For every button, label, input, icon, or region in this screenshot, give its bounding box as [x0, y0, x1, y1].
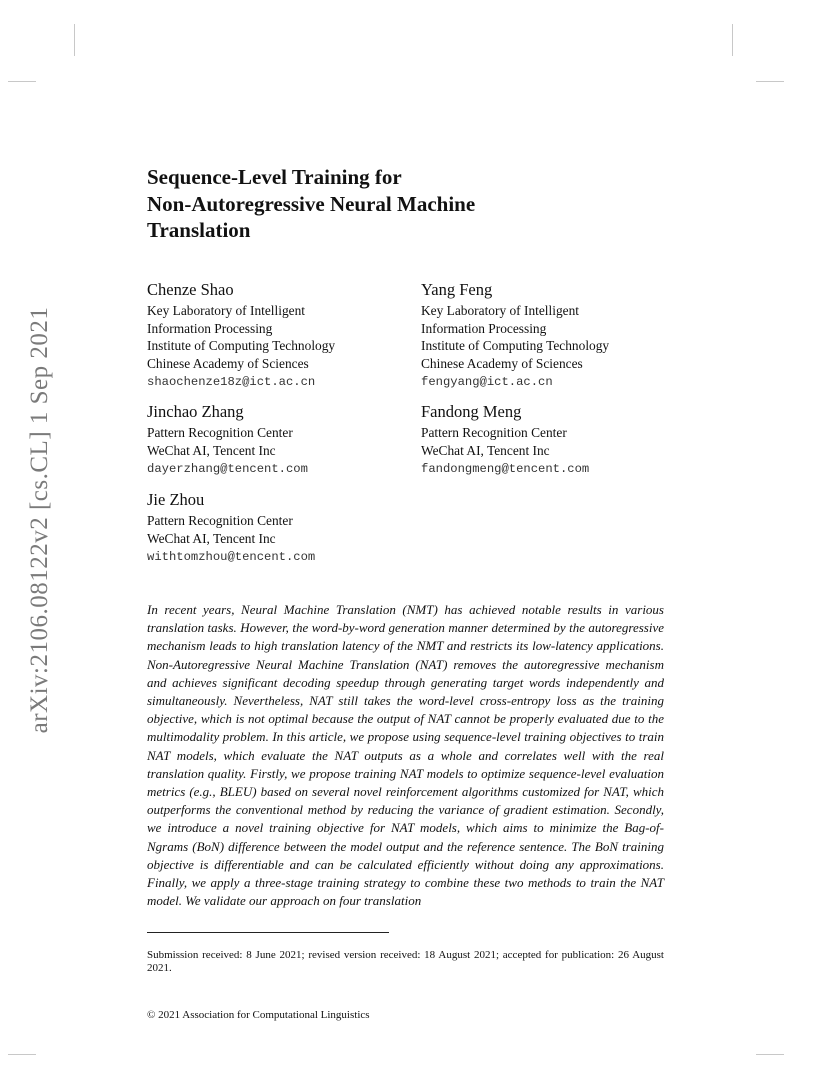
author-email[interactable]: fandongmeng@tencent.com [421, 462, 590, 477]
author-affiliation: Institute of Computing Technology [421, 338, 610, 354]
author-name: Chenze Shao [147, 280, 234, 299]
author-block-yang-feng [421, 280, 609, 392]
abstract [147, 601, 664, 910]
author-affiliation: Information Processing [147, 320, 273, 336]
author-affiliation: Pattern Recognition Center [421, 425, 567, 440]
author-block-jinchao-zhang [147, 402, 308, 479]
author-affiliation: Key Laboratory of Intelligent [147, 303, 306, 318]
author-block-jie-zhou [147, 490, 315, 567]
author-name: Fandong Meng [421, 402, 522, 421]
author-email[interactable]: shaochenze18z@ict.ac.cn [147, 375, 316, 390]
author-name: Jie Zhou [147, 490, 205, 509]
abstract-text: In recent years, Neural Machine Translation (NMT) has achieved notable results in various translation tasks. However, the word-by-word generation manner determined by the autoregressive mechanism leads to high translation latency of the NMT and restricts its low-latency applications. Non-Autoregressive Neural Machine Translation (NAT) removes the autoregressive mechanism and achieves significant decoding speedup through generating target words independently and simultaneously. Nevertheless, NAT still takes the word-level cross-entropy loss as the training objective, which is not optimal because the output of NAT cannot be properly evaluated due to the multimodality problem. In this article, we propose using sequence-level training objectives to train NAT models, which evaluate the NAT outputs as a whole and correlates well with the real translation quality. Firstly, we propose training NAT models to optimize sequence-level evaluation metrics (e.g., BLEU) based on several novel reinforcement algorithms customized for NAT, which outperforms the conventional method by reducing the variance of gradient estimation. Secondly, we introduce a novel training objective for NAT models, which aims to minimize the Bag-of-Ngrams (BoN) difference between the model output and the reference sentence. The BoN training objective is differentiable and can be calculated efficiently without doing any approximations. Finally, we apply a three-stage training strategy to combine these two methods to train the NAT model. We validate our approach on four translation [147, 602, 664, 909]
author-email[interactable]: fengyang@ict.ac.cn [421, 375, 553, 390]
author-affiliation: Pattern Recognition Center [147, 425, 293, 440]
crop-mark-top-left [74, 24, 75, 56]
author-affiliation: Pattern Recognition Center [147, 513, 293, 528]
author-name: Jinchao Zhang [147, 402, 244, 421]
author-affiliation: Chinese Academy of Sciences [421, 355, 583, 371]
paper-title [147, 164, 567, 244]
author-block-chenze-shao [147, 280, 335, 392]
title-line: Non-Autoregressive Neural Machine [147, 191, 476, 216]
footnote-rule [147, 932, 389, 933]
crop-mark-bottom-left-h [8, 1054, 36, 1055]
author-email[interactable]: withtomzhou@tencent.com [147, 550, 316, 565]
author-affiliation: WeChat AI, Tencent Inc [421, 442, 550, 458]
author-affiliation: Key Laboratory of Intelligent [421, 303, 580, 318]
author-affiliation: Chinese Academy of Sciences [147, 355, 309, 371]
submission-footnote: Submission received: 8 June 2021; revised version received: 18 August 2021; accepted for publication: 26 August 2021. [147, 949, 664, 974]
title-line: Translation [147, 218, 251, 242]
author-affiliation: WeChat AI, Tencent Inc [147, 442, 276, 458]
author-name: Yang Feng [421, 280, 493, 299]
arxiv-identifier-stamp: arXiv:2106.08122v2 [cs.CL] 1 Sep 2021 [26, 306, 53, 734]
author-email[interactable]: dayerzhang@tencent.com [147, 462, 308, 477]
copyright-notice: © 2021 Association for Computational Linguistics [147, 1009, 370, 1021]
title-line: Sequence-Level Training for [147, 165, 402, 189]
crop-mark-top-right [732, 24, 733, 56]
author-block-fandong-meng [421, 402, 589, 479]
crop-mark-top-left-h [8, 81, 36, 82]
crop-mark-top-right-h [756, 81, 784, 82]
author-affiliation: Information Processing [421, 320, 547, 336]
author-affiliation: WeChat AI, Tencent Inc [147, 530, 276, 546]
author-affiliation: Institute of Computing Technology [147, 338, 336, 354]
crop-mark-bottom-right-h [756, 1054, 784, 1055]
